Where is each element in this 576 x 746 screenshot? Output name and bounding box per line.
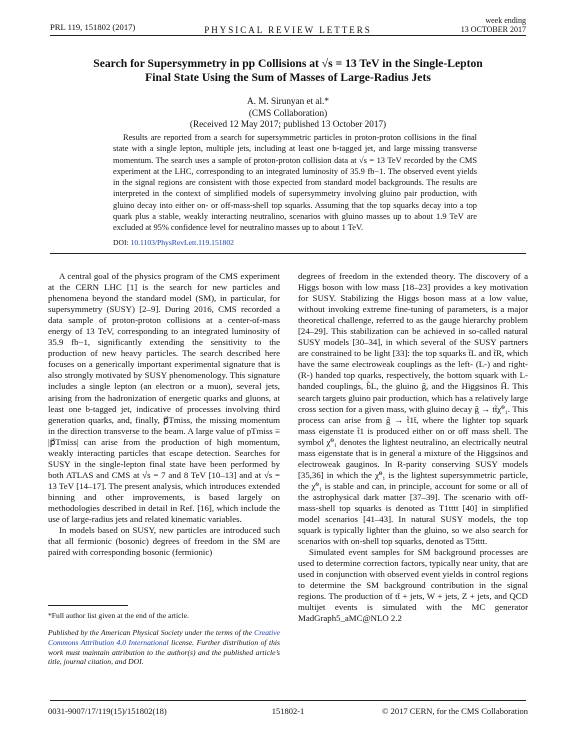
footnote: *Full author list given at the end of the article. (48, 611, 189, 620)
issn: 0031-9007/17/119(15)/151802(18) (48, 706, 167, 716)
collaboration: (CMS Collaboration) (248, 108, 328, 118)
week-ending-label: week ending (485, 16, 526, 25)
week-ending (461, 16, 526, 34)
title-line-2: Final State Using the Sum of Masses of Large-Radius Jets (145, 71, 431, 84)
footer-rule (50, 700, 526, 701)
publication-note-text: Published by the American Physical Society under the terms of the (48, 628, 255, 637)
doi-link[interactable]: 10.1103/PhysRevLett.119.151802 (130, 238, 234, 247)
received-dates: (Received 12 May 2017; published 13 October 2017) (189, 119, 387, 129)
journal-reference: PRL 119, 151802 (2017) (50, 22, 136, 32)
publication-note (48, 628, 280, 667)
doi-line (113, 238, 234, 247)
footnote-rule (48, 605, 128, 606)
header-rule (50, 35, 526, 36)
journal-name: PHYSICAL REVIEW LETTERS (204, 25, 372, 35)
week-ending-date: 13 OCTOBER 2017 (460, 25, 526, 34)
doi-label: DOI: (113, 238, 129, 247)
body-paragraph: Simulated event samples for SM background processes are used to determine correction factors, typically near unity, that are used in conjunction with observed event yields in control regions to determine the SM background contribution in the signal regions. The production of tt̄ + jets, W + jets, Z + jets, and QCD multijet events is simulated with the MC generator MadGraph5_aMC@NLO 2.2 (298, 547, 528, 624)
right-column (298, 271, 528, 625)
body-paragraph: A central goal of the physics program of the CMS experiment at the CERN LHC [1] is the search for new particles and phenomena beyond the standard model (SM), in particular, for supersymmetry (SUSY) [2–9]. During 2016, CMS recorded a data sample of proton-proton collisions at a center-of-mass energy of 13 TeV, corresponding to an integrated luminosity of 35.9 fb−1, significantly extending the sensitivity to the production of new heavy particles. The search described here focuses on a generically important experimental signature that is also strongly motivated by SUSY phenomenology. This signature includes a single lepton (an electron or a muon), several jets, arising from the hadronization of energetic quarks and gluons, at least one b-tagged jet, indicative of processes involving third generation quarks, and, finally, p⃗Tmiss, the missing momentum in the direction transverse to the beam. A large value of pTmiss ≡ |p⃗Tmiss| can arise from the production of high momentum, weakly interacting particles that escape detection. Searches for SUSY in the single-lepton final state have been performed by both ATLAS and CMS at √s = 7 and 8 TeV [10–13] and at √s = 13 TeV [14–17]. The present analysis, which introduces extended binning and other improvements, is based largely on methodologies described in detail in Ref. [16], which include the use of large-radius jets and related kinematic variables. (48, 271, 280, 525)
left-column (48, 271, 280, 558)
abstract-rule (50, 253, 526, 254)
article-title (60, 57, 516, 85)
publication-note-text-end: license. Further distribution of this work must maintain attribution to the author(s) and the published article’s title, journal citation, and DOI. (48, 637, 280, 667)
body-paragraph: degrees of freedom in the extended theory. The discovery of a Higgs boson with low mass [18–23] provides a key motivation for SUSY. Stabilizing the Higgs boson mass at a low value, without invoking extreme fine-tuning of parameters, is a major theoretical challenge, referred to as the gauge hierarchy problem [24–29]. This stabilization can be achieved in so-called natural SUSY models [30–34], in which several of the SUSY partners are constrained to be light [33]: the top squarks t̃L and t̃R, which have the same electroweak couplings as the left- (L-) and right- (R-) handed top quarks, respectively, the bottom squark with L-handed couplings, b̃L, the gluino g̃, and the Higgsinos H̃. This search targets gluino pair production, which has a relatively large cross section for a given mass, with gluino decay g̃ → tt̃χ̃⁰₁. This process can arise from g̃ → t̃1t̄, where the lighter top squark mass eigenstate t̃1 is produced either on or off mass shell. The symbol χ̃⁰₁ denotes the lightest neutralino, an electrically neutral mass eigenstate that is in general a mixture of the Higgsinos and electroweak gauginos. In R-parity conserving SUSY models [35,36] in which the χ̃⁰₁ is the lightest supersymmetric particle, the χ̃⁰₁ is stable and can, in principle, account for some or all of the astrophysical dark matter [37–39]. The scenario with off-mass-shell top squarks is denoted as T1tttt [40] in simplified model scenarios [41–43]. In natural SUSY models, the top squark is typically lighter than the gluino, so we also search for scenarios with on-shell top squarks, denoted as T5tttt. (298, 271, 528, 547)
abstract: Results are reported from a search for supersymmetric particles in proton-proton collisions in the final state with a single lepton, multiple jets, including at least one b-tagged jet, and large missing transverse momentum. The search uses a sample of proton-proton collision data at √s = 13 TeV recorded by the CMS experiment at the LHC, corresponding to an integrated luminosity of 35.9 fb−1. The observed event yields in the signal regions are consistent with those expected from standard model backgrounds. The results are interpreted in the context of simplified models of supersymmetry involving gluino pair production, with gluino decay into either on- or off-mass-shell top squarks. Assuming that the top squarks decay into a top quark plus a stable, weakly interacting neutralino, scenarios with gluino masses up to about 1.9 TeV are excluded at 95% confidence level for neutralino masses up to about 1 TeV. (113, 133, 477, 233)
title-line-1: Search for Supersymmetry in pp Collisions at √s = 13 TeV in the Single-Lepton (93, 57, 483, 70)
license-link[interactable]: Creative Commons Attribution 4.0 International (48, 628, 280, 647)
page-number: 151802-1 (271, 706, 305, 716)
body-paragraph: In models based on SUSY, new particles are introduced such that all fermionic (bosonic) degrees of freedom in the SM are paired with corresponding bosonic (fermionic) (48, 525, 280, 558)
author-line: A. M. Sirunyan et al.* (247, 96, 329, 106)
copyright: © 2017 CERN, for the CMS Collaboration (382, 706, 528, 716)
